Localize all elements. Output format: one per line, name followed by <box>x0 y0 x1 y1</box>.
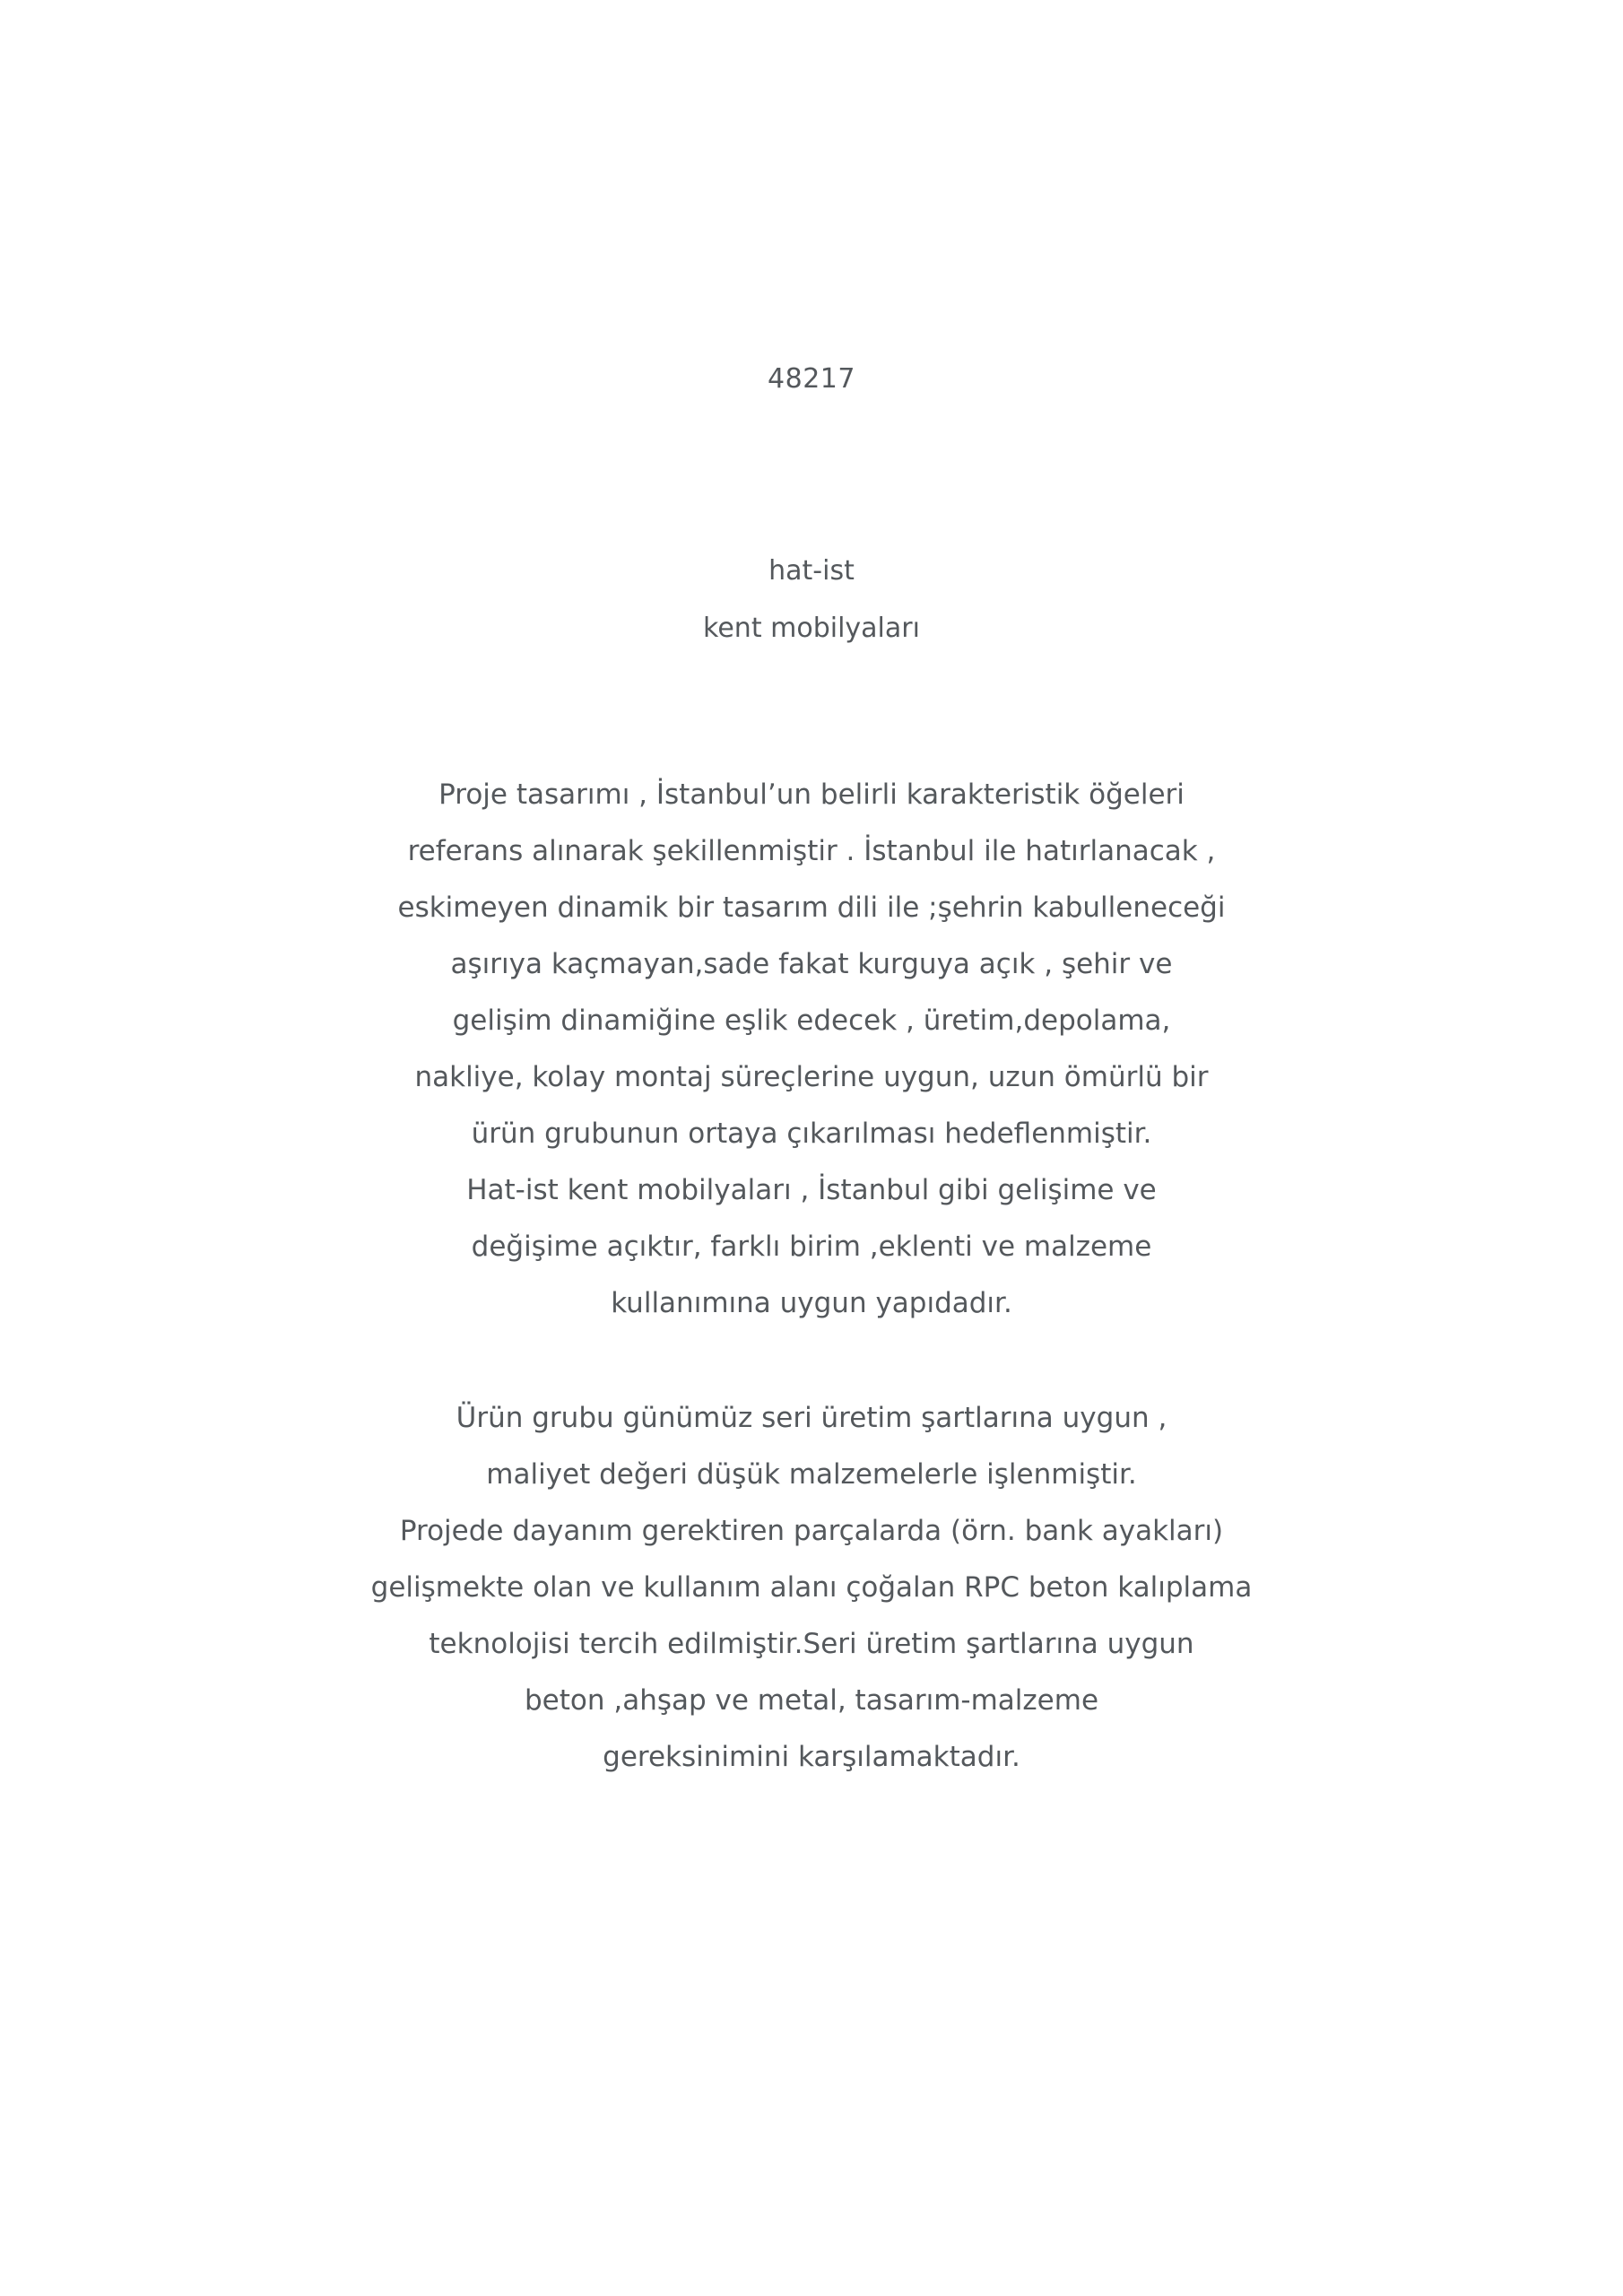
title-line-brand: hat-ist <box>768 555 855 587</box>
paragraph-two <box>0 1390 1623 1786</box>
paragraph-line: kullanımına uygun yapıdadır. <box>611 1287 1012 1319</box>
paragraph-line: aşırıya kaçmayan,sade fakat kurguya açık , şehir ve <box>450 948 1173 980</box>
paragraph-line: beton ,ahşap ve metal, tasarım-malzeme <box>524 1684 1099 1717</box>
document-title <box>0 543 1623 657</box>
paragraph-line: Projede dayanım gerektiren parçalarda (örn. bank ayakları) <box>399 1515 1224 1547</box>
paragraph-line: nakliye, kolay montaj süreçlerine uygun, uzun ömürlü bir <box>414 1061 1209 1093</box>
title-line-subtitle: kent mobilyaları <box>703 613 920 644</box>
paragraph-line: referans alınarak şekillenmiştir . İstanbul ile hatırlanacak , <box>407 835 1216 867</box>
paragraph-line: değişime açıktır, farklı birim ,eklenti ve malzeme <box>471 1231 1152 1263</box>
paragraph-line: Proje tasarımı , İstanbul’un belirli karakteristik öğeleri <box>438 778 1185 811</box>
paragraph-line: maliyet değeri düşük malzemelerle işlenmiştir. <box>486 1458 1137 1491</box>
paragraph-line: teknolojisi tercih edilmiştir.Seri üretim şartlarına uygun <box>429 1628 1194 1660</box>
paragraph-line: Ürün grubu günümüz seri üretim şartlarına uygun , <box>456 1402 1167 1434</box>
paragraph-line: ürün grubunun ortaya çıkarılması hedeflenmiştir. <box>471 1118 1152 1150</box>
paragraph-line: Hat-ist kent mobilyaları , İstanbul gibi gelişime ve <box>466 1174 1157 1206</box>
paragraph-one <box>0 767 1623 1332</box>
paragraph-line: eskimeyen dinamik bir tasarım dili ile ;şehrin kabulleneceği <box>397 891 1226 924</box>
paragraph-line: gereksinimini karşılamaktadır. <box>603 1741 1020 1773</box>
paragraph-line: gelişim dinamiğine eşlik edecek , üretim,depolama, <box>452 1004 1171 1037</box>
paragraph-line: gelişmekte olan ve kullanım alanı çoğalan RPC beton kalıplama <box>370 1571 1253 1604</box>
document-id: 48217 <box>768 363 855 395</box>
